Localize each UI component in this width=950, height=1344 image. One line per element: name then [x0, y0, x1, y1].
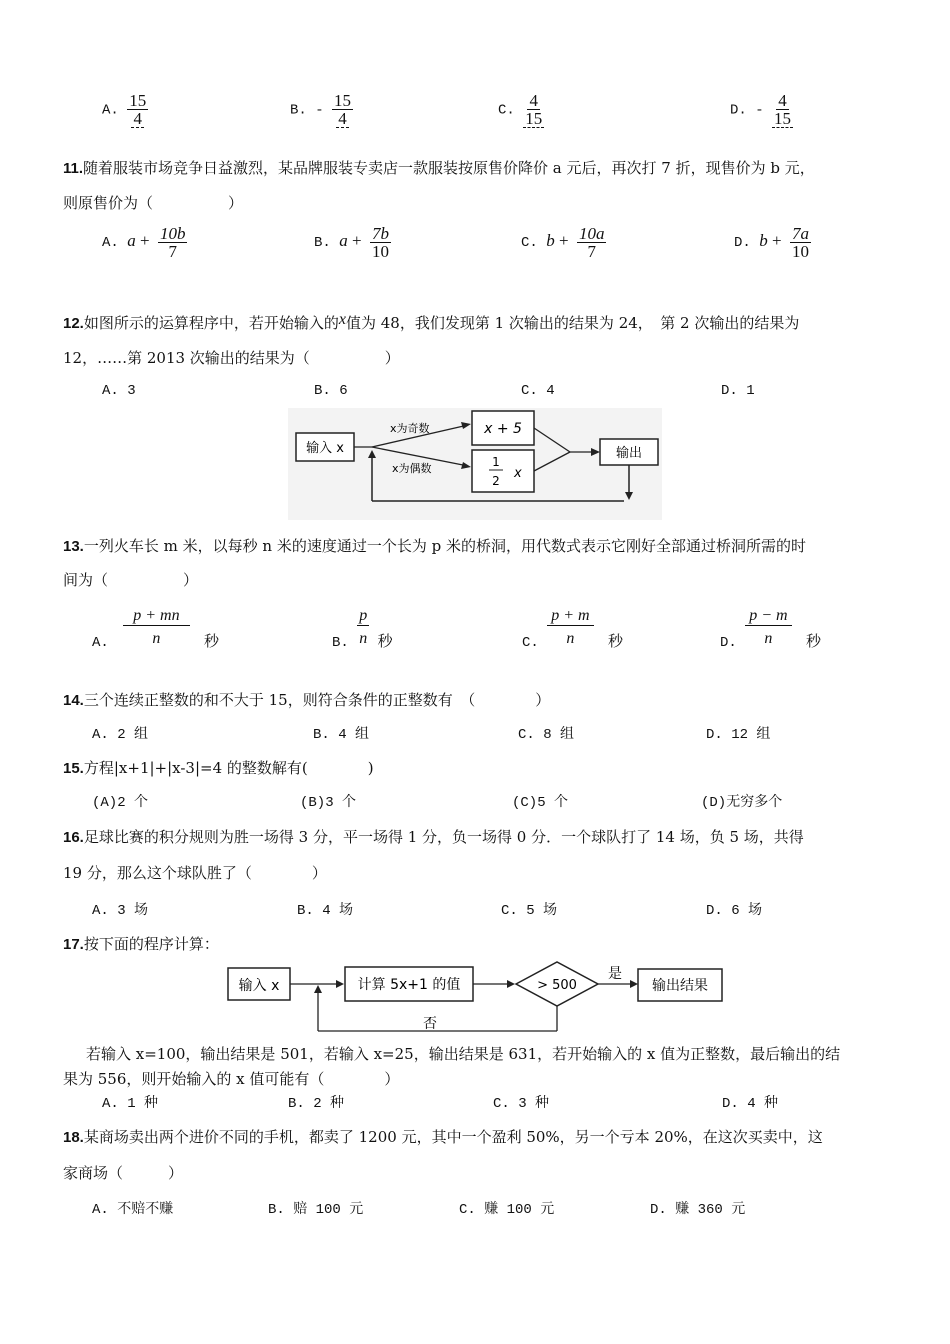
q17-input-label: 输入 x: [238, 978, 280, 994]
q15-option-c[interactable]: (C)5 个: [512, 795, 569, 811]
q17-flowchart: [226, 958, 726, 1036]
question-18-line1: 18.某商场卖出两个进价不同的手机，都卖了 1200 元，其中一个盈利 50%，另一个亏本 20%，在这次买卖中，这: [63, 1128, 823, 1146]
q18-option-c[interactable]: C. 赚 100 元: [459, 1202, 555, 1218]
q12-option-d[interactable]: D. 1: [721, 383, 755, 399]
question-13-line2: 间为（ ）: [63, 571, 199, 589]
q14-option-d[interactable]: D. 12 组: [706, 727, 771, 743]
question-17-number: 17.: [63, 936, 84, 953]
q13-option-a[interactable]: A. $\frac{p + mn}{n}$ 秒: [92, 607, 219, 651]
q13-option-b-fraction: $\frac{p}{n}$: [359, 607, 368, 647]
q14-option-b[interactable]: B. 4 组: [313, 727, 370, 743]
q17-input-arrowhead: [336, 980, 344, 988]
q13-option-a-fraction: $\frac{p + mn}{n}$: [123, 607, 189, 648]
question-12-number: 12.: [63, 315, 84, 332]
q12-option-c[interactable]: C. 4: [521, 383, 555, 399]
q12-odd-label: x为奇数: [390, 422, 430, 435]
q11-option-b[interactable]: B. a + $\frac{7b}{10}$: [314, 224, 389, 261]
question-14: 14.三个连续正整数的和不大于 15，则符合条件的正整数有 （ ）: [63, 691, 551, 709]
q17-option-d[interactable]: D. 4 种: [722, 1096, 779, 1112]
q17-no-label: 否: [423, 1016, 437, 1032]
question-18-number: 18.: [63, 1129, 84, 1146]
q15-option-a[interactable]: (A)2 个: [92, 795, 149, 811]
q15-option-b[interactable]: (B)3 个: [300, 795, 357, 811]
q11-option-a[interactable]: A. a + $\frac{10b}{7}$: [102, 224, 186, 261]
question-11-line1: 11.随着服装市场竞争日益激烈，某品牌服装专卖店一款服装按原售价降价 a 元后，再次打 7 折，现售价为 b 元，: [63, 159, 815, 177]
question-11-number: 11.: [63, 160, 84, 177]
q18-option-d[interactable]: D. 赚 360 元: [650, 1202, 746, 1218]
q12-half-var: x: [514, 466, 522, 481]
q10-option-c-fraction: $\frac{4}{15}$: [525, 91, 543, 128]
q16-option-b[interactable]: B. 4 场: [297, 903, 354, 919]
q13-option-c-fraction: $\frac{p + m}{n}$: [547, 607, 593, 648]
q13-option-b[interactable]: B. $\frac{p}{n}$ 秒: [332, 607, 393, 651]
q10-option-b[interactable]: B. - $\frac{15}{4}$: [290, 91, 352, 128]
q10-option-d[interactable]: D. - $\frac{4}{15}$: [730, 91, 792, 128]
q12-add-five-label: x + 5: [484, 421, 522, 437]
q11-option-a-fraction: $\frac{10b}{7}$: [159, 224, 186, 261]
question-13-line1: 13.一列火车长 m 米，以每秒 n 米的速度通过一个长为 p 米的桥洞，用代数式表示它刚好全部通过桥洞所需的时: [63, 537, 806, 555]
q12-output-label: 输出: [615, 446, 643, 461]
question-17-line1: 若输入 x=100，输出结果是 501，若输入 x=25，输出结果是 631，若开始输入的 x 值为正整数，最后输出的结: [86, 1045, 841, 1063]
question-17: 17.按下面的程序计算：: [63, 935, 219, 953]
question-16-line1: 16.足球比赛的积分规则为胜一场得 3 分，平一场得 1 分，负一场得 0 分．一个球队打了 14 场，负 5 场，共得: [63, 828, 804, 846]
q12-half-numerator: 1: [492, 455, 500, 469]
q14-option-c[interactable]: C. 8 组: [518, 727, 575, 743]
q11-option-c[interactable]: C. b + $\frac{10a}{7}$: [521, 224, 605, 261]
question-14-number: 14.: [63, 692, 84, 709]
q16-option-c[interactable]: C. 5 场: [501, 903, 558, 919]
question-16-line2: 19 分，那么这个球队胜了（ ）: [63, 864, 327, 882]
q10-option-b-fraction: $\frac{15}{4}$: [334, 91, 352, 128]
q13-option-d-fraction: $\frac{p - m}{n}$: [745, 607, 791, 648]
q11-option-c-fraction: $\frac{10a}{7}$: [578, 224, 605, 261]
q10-option-a-fraction: $\frac{15}{4}$: [129, 91, 147, 128]
q14-option-a[interactable]: A. 2 组: [92, 727, 149, 743]
q17-option-b[interactable]: B. 2 种: [288, 1096, 345, 1112]
q18-option-a[interactable]: A. 不赔不赚: [92, 1202, 174, 1218]
q18-option-b[interactable]: B. 赔 100 元: [268, 1202, 364, 1218]
q12-half-box: [472, 450, 534, 492]
question-11-line2: 则原售价为（ ）: [63, 194, 244, 212]
q10-option-a[interactable]: A. $\frac{15}{4}$: [102, 91, 147, 128]
q12-option-a[interactable]: A. 3: [102, 383, 136, 399]
q11-option-d-fraction: $\frac{7a}{10}$: [791, 224, 809, 261]
q17-output-label: 输出结果: [652, 978, 708, 994]
q10-option-d-fraction: $\frac{4}{15}$: [774, 91, 792, 128]
q17-no-arrowhead: [314, 985, 322, 993]
q17-yes-label: 是: [608, 966, 622, 982]
q13-option-c[interactable]: C. $\frac{p + m}{n}$ 秒: [522, 607, 623, 651]
q17-option-a[interactable]: A. 1 种: [102, 1096, 159, 1112]
question-13-number: 13.: [63, 538, 84, 555]
q12-even-label: x为偶数: [392, 462, 432, 475]
q16-option-a[interactable]: A. 3 场: [92, 903, 149, 919]
q17-option-c[interactable]: C. 3 种: [493, 1096, 550, 1112]
q12-half-denominator: 2: [492, 474, 500, 488]
q10-option-c[interactable]: C. $\frac{4}{15}$: [498, 91, 543, 128]
q13-option-d[interactable]: D. $\frac{p - m}{n}$ 秒: [720, 607, 821, 651]
q11-option-b-fraction: $\frac{7b}{10}$: [371, 224, 389, 261]
question-15: 15.方程|x+1|+|x-3|=4 的整数解有( ): [63, 759, 374, 777]
question-18-line2: 家商场（ ）: [63, 1164, 184, 1182]
q12-option-b[interactable]: B. 6: [314, 383, 348, 399]
question-17-line2: 果为 556，则开始输入的 x 值可能有（ ）: [63, 1070, 400, 1088]
question-12-line2: 12，……第 2013 次输出的结果为（ ）: [63, 349, 400, 367]
q17-yes-arrowhead: [630, 980, 638, 988]
q17-compute-arrowhead: [507, 980, 515, 988]
question-12-line1: 12.如图所示的运算程序中，若开始输入的x值为 48，我们发现第 1 次输出的结果为 24， 第 2 次输出的结果为: [63, 311, 800, 332]
q17-condition-label: > 500: [537, 978, 577, 993]
q17-compute-label: 计算 5x+1 的值: [357, 977, 461, 993]
q11-option-d[interactable]: D. b + $\frac{7a}{10}$: [734, 224, 809, 261]
q12-input-label: 输入 x: [306, 441, 344, 456]
q12-flowchart: [288, 408, 662, 520]
q16-option-d[interactable]: D. 6 场: [706, 903, 763, 919]
question-16-number: 16.: [63, 829, 84, 846]
question-15-number: 15.: [63, 760, 84, 777]
q15-option-d[interactable]: (D)无穷多个: [701, 795, 783, 811]
